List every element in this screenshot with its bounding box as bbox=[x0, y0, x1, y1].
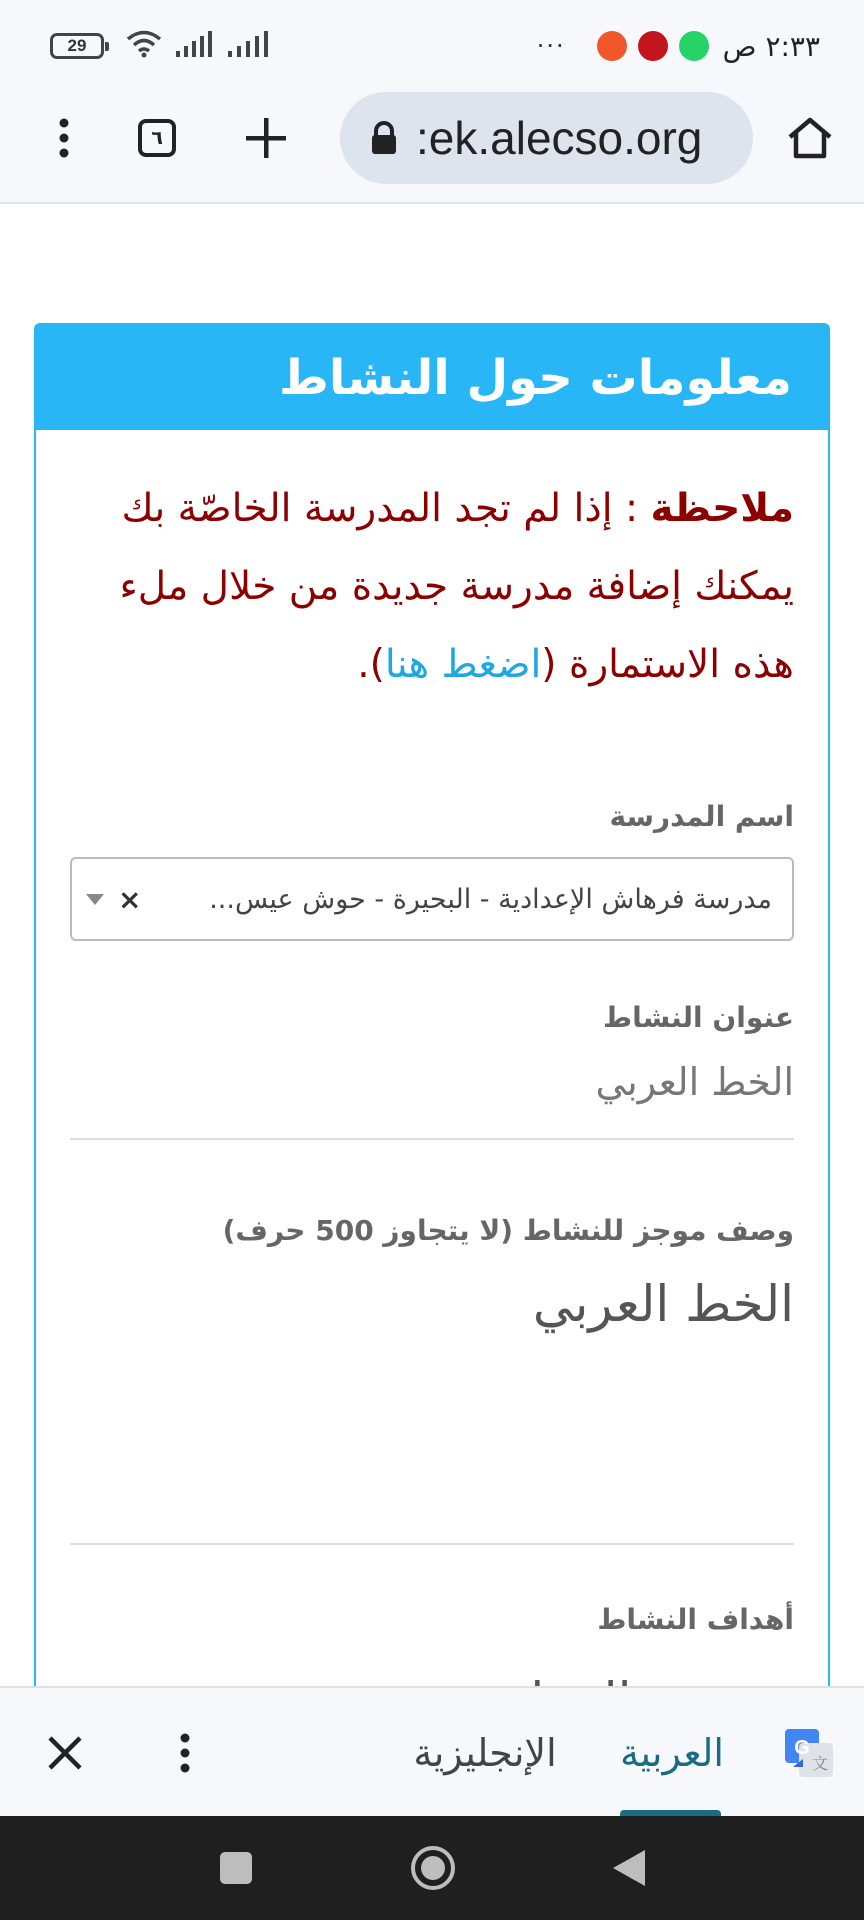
chevron-down-icon[interactable] bbox=[86, 894, 104, 905]
note-text: : إذا لم تجد المدرسة الخاصّة بك يمكنك إضافة مدرسة جديدة من خلال ملء هذه الاستمارة ( bbox=[119, 486, 794, 687]
translate-bar bbox=[0, 1686, 864, 1816]
note-end: ). bbox=[357, 642, 385, 687]
signal-icon bbox=[176, 31, 214, 61]
battery-icon bbox=[50, 33, 104, 59]
tab-switcher-button[interactable] bbox=[134, 92, 180, 184]
menu-dots-icon[interactable] bbox=[44, 92, 84, 184]
lock-icon bbox=[370, 121, 398, 155]
home-icon[interactable] bbox=[784, 92, 836, 184]
svg-text:G: G bbox=[794, 1737, 810, 1759]
new-tab-icon[interactable] bbox=[242, 92, 290, 184]
whatsapp-icon bbox=[679, 31, 709, 61]
app-notification-icon-2 bbox=[638, 31, 668, 61]
note-paragraph bbox=[70, 470, 794, 704]
url-text: :ek.alecso.org bbox=[416, 112, 703, 164]
home-nav-icon[interactable] bbox=[406, 1816, 460, 1920]
school-name-label: اسم المدرسة bbox=[609, 800, 794, 833]
school-select[interactable] bbox=[70, 857, 794, 941]
activity-description-label: وصف موجز للنشاط (لا يتجاوز 500 حرف) bbox=[222, 1214, 794, 1247]
source-language-tab[interactable]: العربية bbox=[620, 1731, 724, 1775]
card-body bbox=[36, 430, 828, 1712]
svg-text:文: 文 bbox=[811, 1754, 829, 1773]
more-notifications-icon: ··· bbox=[536, 32, 566, 60]
browser-toolbar bbox=[0, 92, 864, 204]
target-language-tab[interactable]: الإنجليزية bbox=[413, 1731, 557, 1775]
system-nav-bar bbox=[0, 1816, 864, 1920]
app-notification-icon bbox=[597, 31, 627, 61]
status-bar bbox=[0, 0, 864, 92]
activity-description-textarea[interactable]: الخط العربي bbox=[70, 1275, 794, 1545]
activity-info-card bbox=[34, 323, 830, 1723]
google-translate-icon[interactable] bbox=[782, 1688, 836, 1818]
status-left bbox=[50, 30, 270, 62]
activity-goals-label: أهداف النشاط bbox=[597, 1603, 794, 1636]
school-select-value: مدرسة فرهاش الإعدادية - البحيرة - حوش عيس... bbox=[209, 883, 772, 915]
close-icon[interactable] bbox=[40, 1688, 90, 1818]
clock: ٢:٣٣ ص bbox=[722, 29, 820, 63]
activity-title-label: عنوان النشاط bbox=[603, 1001, 794, 1034]
select-controls bbox=[86, 883, 141, 916]
url-bar[interactable] bbox=[340, 92, 753, 184]
translate-menu-icon[interactable] bbox=[170, 1688, 200, 1818]
back-icon[interactable] bbox=[604, 1816, 654, 1920]
add-school-link[interactable]: اضغط هنا bbox=[384, 642, 542, 687]
recents-icon[interactable] bbox=[206, 1816, 266, 1920]
wifi-icon bbox=[126, 30, 162, 62]
signal-icon-2 bbox=[228, 31, 270, 61]
status-right bbox=[537, 30, 820, 63]
note-label: ملاحظة bbox=[650, 486, 794, 531]
card-title: معلومات حول النشاط bbox=[36, 325, 828, 430]
tab-count: ٦ bbox=[138, 119, 176, 157]
clear-icon[interactable]: × bbox=[118, 882, 142, 916]
battery-level: 29 bbox=[67, 36, 87, 55]
activity-title-input[interactable]: الخط العربي bbox=[70, 1060, 794, 1140]
